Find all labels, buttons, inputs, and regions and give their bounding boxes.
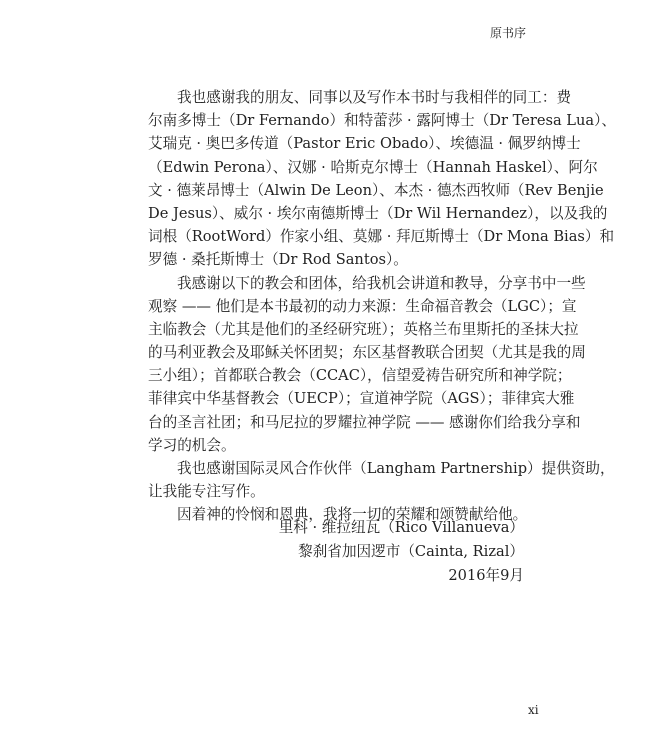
text-line: 我也感谢我的朋友、同事以及写作本书时与我相伴的同工：费: [177, 89, 572, 106]
text-line: 菲律宾中华基督教会（UECP）；宣道神学院（AGS）；菲律宾大雅: [148, 390, 575, 408]
text-line: 的马利亚教会及耶稣关怀团契；东区基督教联合团契（尤其是我的周: [148, 344, 586, 362]
text-line: 文 · 德莱昂博士（Alwin De Leon）、本杰 · 德杰西牧师（Rev Benjie: [148, 181, 604, 199]
page-number: xi: [528, 703, 539, 717]
text-line: 学习的机会。: [148, 436, 236, 454]
signature-place: 黎刹省加因逻市（Cainta, Rizal）: [298, 543, 524, 560]
text-line: 主临教会（尤其是他们的圣经研究班）；英格兰布里斯托的圣抹大拉: [148, 320, 579, 338]
text-line: 罗德 · 桑托斯博士（Dr Rod Santos）。: [148, 251, 408, 269]
text-line: 词根（RootWord）作家小组、莫娜 · 拜厄斯博士（Dr Mona Bias）和: [148, 228, 615, 246]
paragraph: [148, 457, 615, 503]
text-line: 台的圣言社团；和马尼拉的罗耀拉神学院 —— 感谢你们给我分享和: [148, 413, 581, 431]
signature-name: 里科 · 维拉纽瓦（Rico Villanueva）: [278, 519, 524, 536]
text-line: 尔南多博士（Dr Fernando）和特蕾莎 · 露阿博士（Dr Teresa Lua）、: [148, 112, 616, 130]
text-line: 三小组）；首都联合教会（CCAC），信望爱祷告研究所和神学院；: [148, 367, 572, 385]
text-line: 因着神的怜悯和恩典，我将一切的荣耀和颂赞献给他。: [177, 506, 528, 524]
text-line: De Jesus）、威尔 · 埃尔南德斯博士（Dr Wil Hernandez），以及我的: [148, 204, 608, 222]
preface-body: [148, 86, 616, 527]
text-line: 观察 —— 他们是本书最初的动力来源：生命福音教会（LGC）；宣: [148, 297, 577, 315]
text-line: 我感谢以下的教会和团体，给我机会讲道和教导，分享书中一些: [177, 274, 586, 292]
running-header: 原书序: [489, 26, 526, 40]
paragraph: [148, 86, 616, 272]
text-line: 让我能专注写作。: [148, 483, 265, 501]
text-line: 我也感谢国际灵风合作伙伴（Langham Partnership）提供资助，: [177, 460, 615, 477]
text-line: 艾瑞克 · 奥巴多传道（Pastor Eric Obado）、埃德温 · 佩罗纳博士: [148, 135, 581, 153]
text-line: （Edwin Perona）、汉娜 · 哈斯克尔博士（Hannah Haskel）、阿尔: [148, 158, 598, 176]
signature-date: 2016年9月: [448, 567, 524, 584]
paragraph: [148, 272, 586, 458]
